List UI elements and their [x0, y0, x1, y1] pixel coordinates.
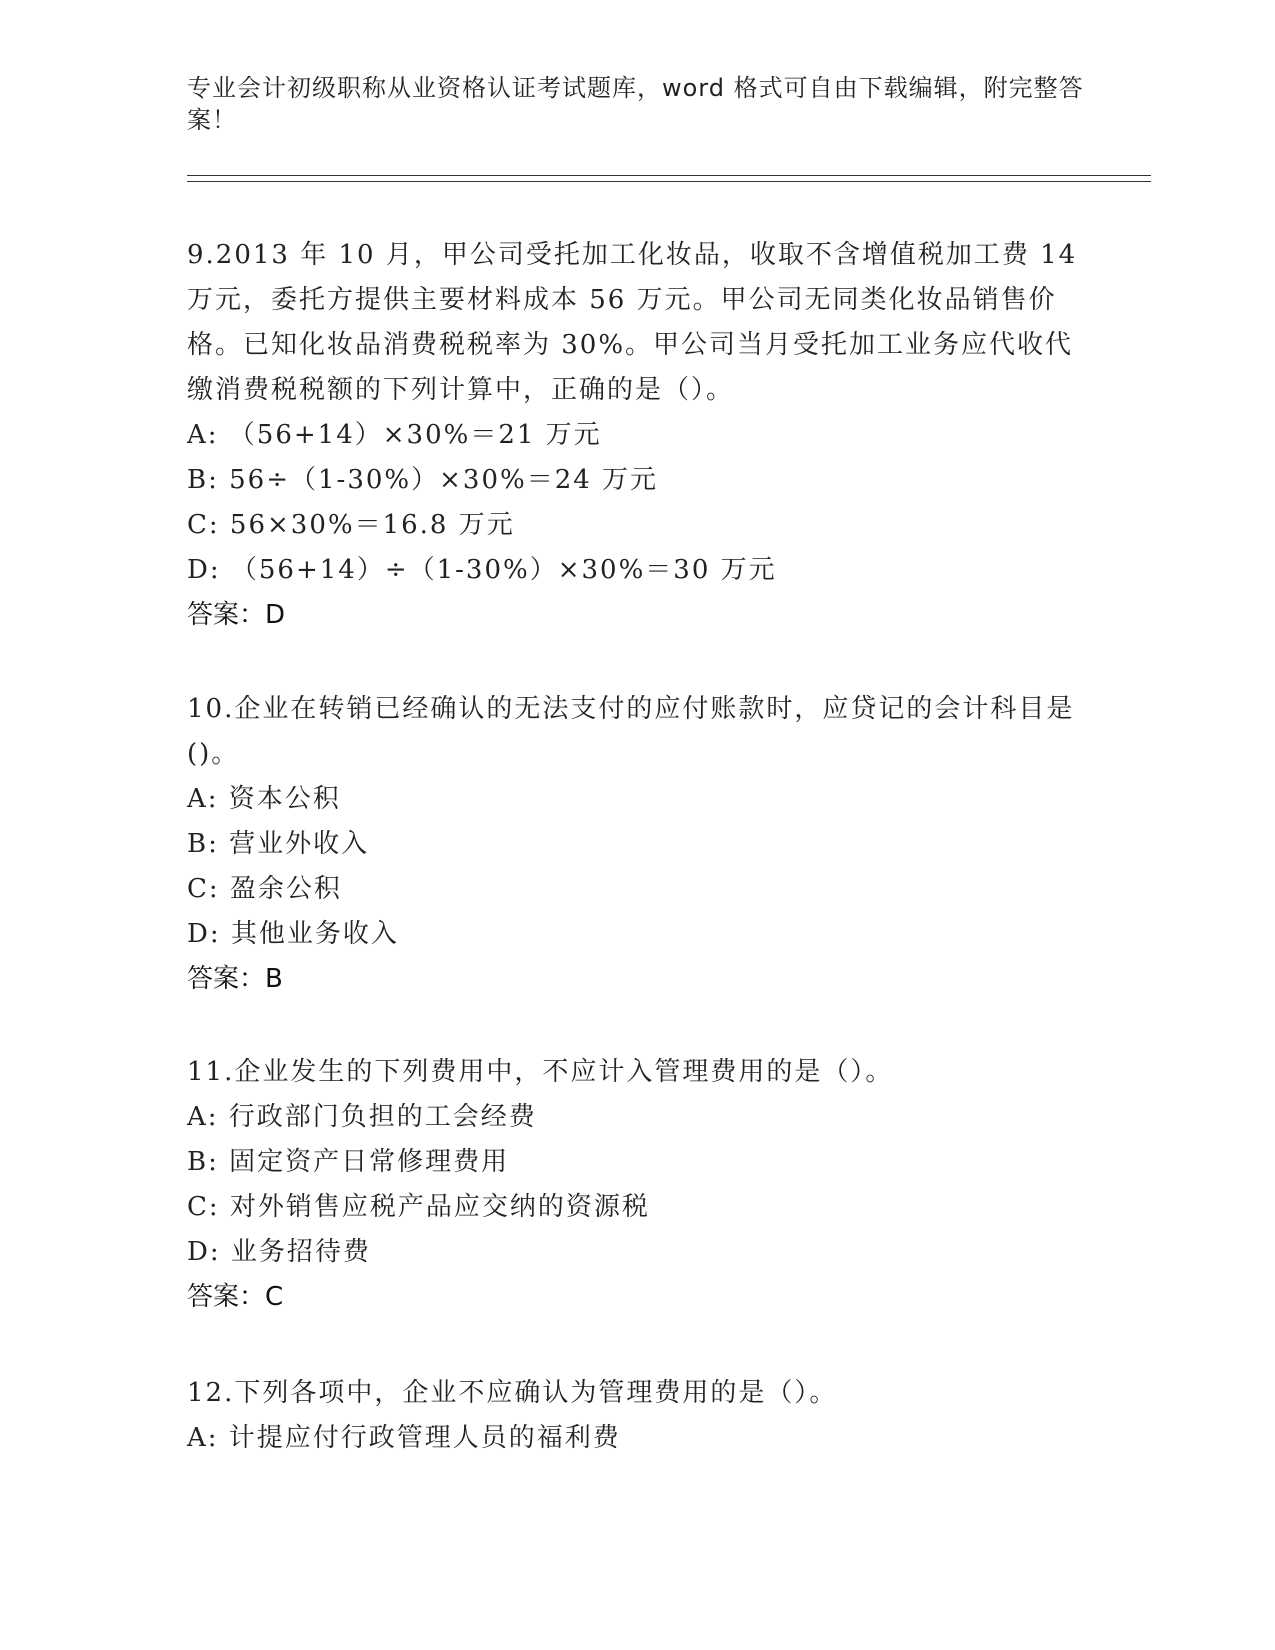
option-a: A: 计提应付行政管理人员的福利费 — [187, 1423, 621, 1453]
option-c: C: 盈余公积 — [187, 874, 342, 904]
question-11 — [187, 1050, 1087, 1320]
page-header: 专业会计初级职称从业资格认证考试题库，word 格式可自由下载编辑，附完整答案！ — [187, 74, 1084, 134]
answer-line: 答案：C — [187, 1282, 284, 1312]
option-b: B: 固定资产日常修理费用 — [187, 1147, 510, 1177]
question-stem: 11.企业发生的下列费用中，不应计入管理费用的是（）。 — [187, 1057, 894, 1087]
answer-line: 答案：B — [187, 964, 283, 994]
option-c: C: 对外销售应税产品应交纳的资源税 — [187, 1192, 650, 1222]
option-d: D: 其他业务收入 — [187, 919, 399, 949]
question-12 — [187, 1371, 1087, 1461]
option-d: D: 业务招待费 — [187, 1237, 371, 1267]
option-c: C: 56×30%＝16.8 万元 — [187, 510, 515, 540]
question-9 — [187, 233, 1087, 638]
answer-line: 答案：D — [187, 600, 286, 630]
option-a: A: 资本公积 — [187, 784, 341, 814]
option-b: B: 营业外收入 — [187, 829, 370, 859]
option-a: A: （56+14）×30%＝21 万元 — [187, 420, 602, 450]
header-divider-bottom — [187, 181, 1151, 182]
option-d: D: （56+14）÷（1-30%）×30%＝30 万元 — [187, 555, 777, 585]
question-stem: 12.下列各项中，企业不应确认为管理费用的是（）。 — [187, 1378, 838, 1408]
question-stem: 10.企业在转销已经确认的无法支付的应付账款时，应贷记的会计科目是()。 — [187, 694, 1075, 769]
question-stem: 9.2013 年 10 月，甲公司受托加工化妆品，收取不含增值税加工费 14 万元，委托方提供主要材料成本 56 万元。甲公司无同类化妆品销售价格。已知化妆品消费税税率为 30%。甲公司当月受托加工业务应代收代缴消费税税额的下列计算中，正确的是（）。 — [187, 240, 1078, 405]
option-a: A: 行政部门负担的工会经费 — [187, 1102, 537, 1132]
header-divider-top — [187, 175, 1151, 176]
option-b: B: 56÷（1-30%）×30%＝24 万元 — [187, 465, 659, 495]
question-10 — [187, 687, 1087, 1002]
